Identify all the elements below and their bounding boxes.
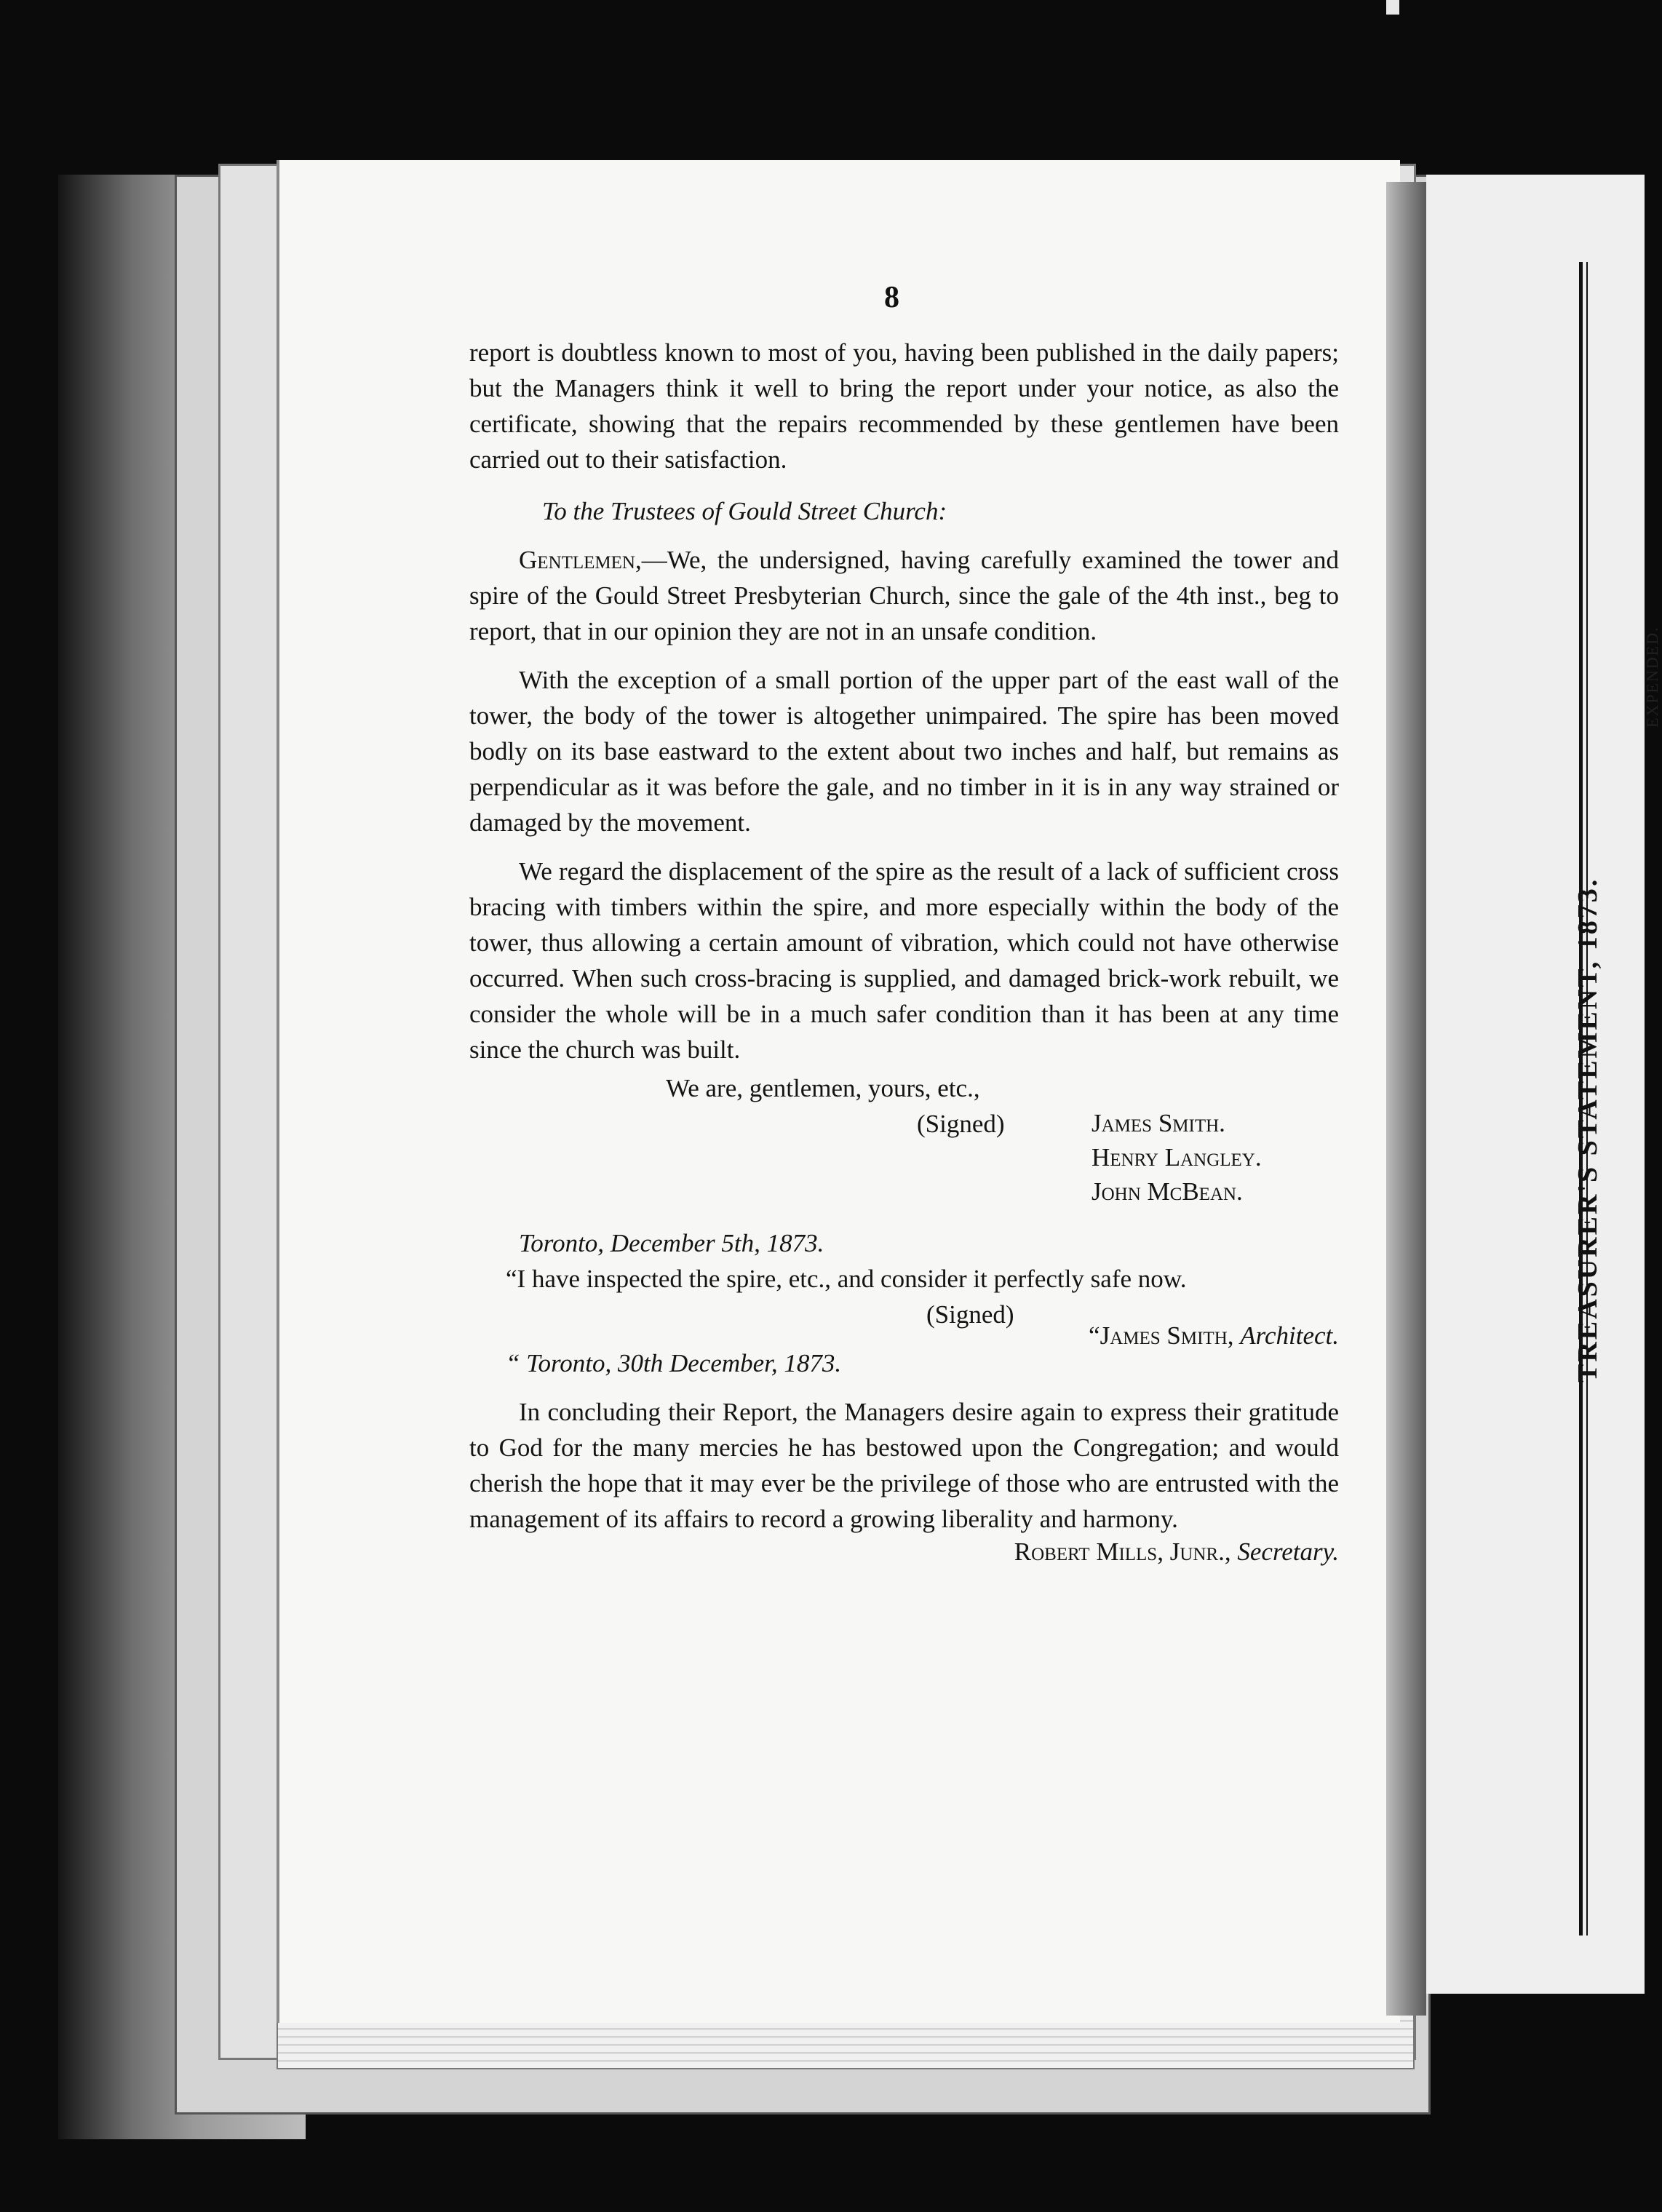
certificate-quote — [469, 1261, 1339, 1350]
letter-salutation: To the Trustees of Gould Street Church: — [542, 497, 947, 525]
corner-mark — [1386, 0, 1399, 15]
letter-paragraph-1-text: —We, the undersigned, having carefully examined the tower and spire of the Gould Street Presbyterian Church, since the gale of the 4th inst., beg to report, that in our opinion they are not in an unsafe condition. — [469, 546, 1339, 645]
architect-name: “James Smith, — [1089, 1321, 1234, 1350]
certificate-date: “ Toronto, 30th December, 1873. — [506, 1349, 842, 1377]
signature-block — [469, 1106, 1339, 1215]
certificate-text: “I have inspected the spire, etc., and consider it perfectly safe now. — [506, 1265, 1187, 1293]
letter-paragraph-2: With the exception of a small portion of the upper part of the east wall of the tower, the body of the tower is altogether unimpaired. The spire has been moved bodly on its base eastward to the extent about two inches and half, but remains as perpendicular as it was before the gale, and no timber in it is in any way strained or damaged by the movement. — [469, 666, 1339, 837]
secretary-title: Secretary. — [1237, 1537, 1339, 1566]
signatory-name: John McBean. — [1092, 1177, 1243, 1206]
intro-paragraph: report is doubtless known to most of you, having been published in the daily papers; but the Managers think it well to bring the report under your notice, as also the certificate, showing that the repairs recommended by these gentlemen have been carried out to their satisfaction. — [469, 338, 1339, 474]
architect-title: Architect. — [1240, 1321, 1339, 1350]
facing-page-title: TREASURER'S STATEMENT, 1873. — [1572, 877, 1603, 1382]
signatory-name: Henry Langley. — [1092, 1143, 1262, 1171]
conclusion-paragraph: In concluding their Report, the Managers desire again to express their gratitude to God for the many mercies he has bestowed upon the Congregation; and would cherish the hope that it may ever be the privilege of those who are entrusted with the management of its affairs to record a growing liberality and harmony. — [469, 1398, 1339, 1533]
signed-label: (Signed) — [917, 1110, 1005, 1138]
signatory-name: James Smith. — [1092, 1109, 1225, 1137]
secretary-signature — [469, 1534, 1339, 1570]
letter-closing: We are, gentlemen, yours, etc., — [666, 1074, 980, 1102]
letter-paragraph-3: We regard the displacement of the spire as the result of a lack of sufficient cross bracing with timbers within the spire, and more especially within the body of the tower, thus allowing a certain amount of vibration, which could not have otherwise occurred. When such cross-bracing is supplied, and damaged brick-work rebuilt, we consider the whole will be in a much safer condition than it has been at any time since the church was built. — [469, 857, 1339, 1064]
secretary-name: Robert Mills, Junr., — [1014, 1537, 1231, 1566]
facing-page — [1426, 175, 1645, 1994]
page-text — [469, 335, 1339, 1570]
architect-signature — [1089, 1318, 1339, 1353]
signatory-list — [1092, 1106, 1262, 1209]
facing-page-column-heading: EXPENDED. — [1643, 626, 1661, 728]
letter-date: Toronto, December 5th, 1873. — [519, 1229, 824, 1257]
certificate-signed-label: (Signed) — [926, 1300, 1014, 1329]
letter-paragraph-1 — [469, 542, 1339, 649]
letter-greeting: Gentlemen, — [519, 546, 642, 574]
page-fold-shadow — [1386, 182, 1426, 2016]
page-number: 8 — [884, 281, 899, 314]
